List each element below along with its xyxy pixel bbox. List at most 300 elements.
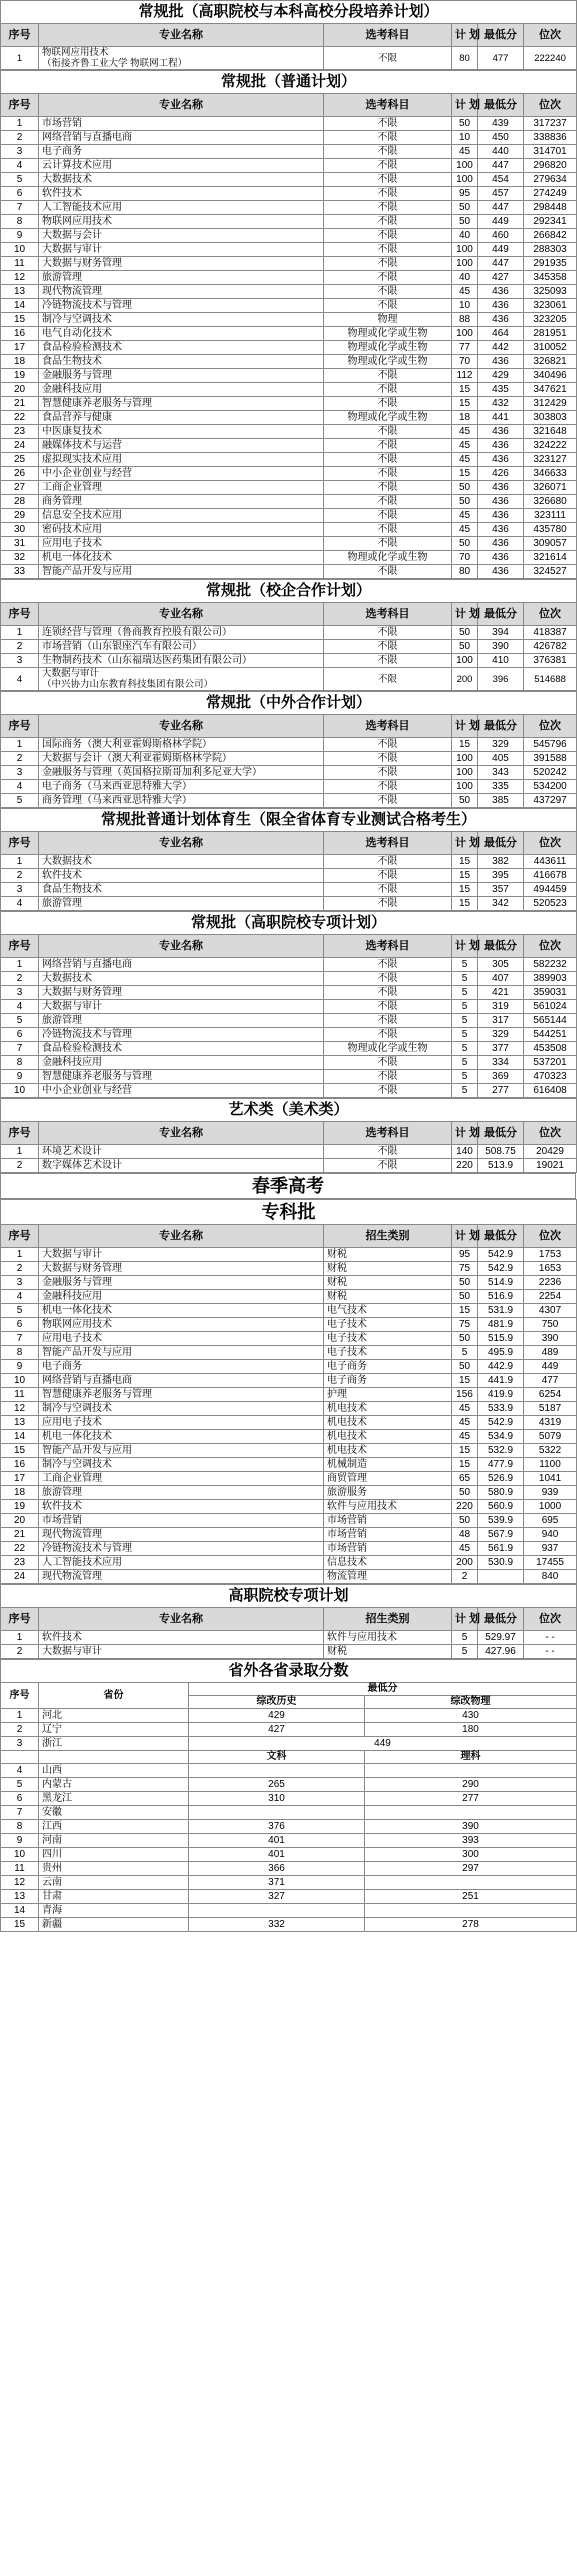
row-major-name: 环境艺术设计 <box>42 1145 102 1157</box>
row-no: 2 <box>1 640 39 654</box>
row-major-name: 物联网应用技术 <box>42 47 109 58</box>
table-row <box>1 972 577 986</box>
province-row <box>1 1723 577 1737</box>
row-plan: 5 <box>452 1346 478 1360</box>
row-major-name: 旅游管理 <box>42 271 82 283</box>
table-row <box>1 341 577 355</box>
province-name: 山西 <box>39 1764 189 1778</box>
row-rank: 298448 <box>524 201 577 215</box>
row-min: 419.9 <box>478 1388 524 1402</box>
spring-section-table <box>0 1584 577 1659</box>
table-row <box>1 369 577 383</box>
row-min: 432 <box>478 397 524 411</box>
row-plan: 50 <box>452 117 478 131</box>
table-row <box>1 1388 577 1402</box>
row-no: 23 <box>1 1556 39 1570</box>
row-subject: 物理或化学或生物 <box>324 355 452 369</box>
row-rank: 514688 <box>524 668 577 691</box>
row-category: 电子商务 <box>324 1360 452 1374</box>
row-no: 33 <box>1 565 39 579</box>
row-no: 3 <box>1 654 39 668</box>
province-score-wen <box>189 1904 365 1918</box>
province-score-wen: 366 <box>189 1862 365 1876</box>
row-plan: 45 <box>452 425 478 439</box>
row-min: 405 <box>478 752 524 766</box>
row-major-name: 大数据与财务管理 <box>42 257 122 269</box>
row-min: 436 <box>478 537 524 551</box>
province-no: 2 <box>1 1723 39 1737</box>
row-plan: 50 <box>452 1290 478 1304</box>
province-score-wen: 401 <box>189 1834 365 1848</box>
row-major <box>39 1159 324 1173</box>
row-plan: 15 <box>452 855 478 869</box>
table-row <box>1 1042 577 1056</box>
table-row <box>1 299 577 313</box>
row-major: 应用电子技术 <box>39 1332 324 1346</box>
row-subject: 不限 <box>324 453 452 467</box>
row-no: 5 <box>1 173 39 187</box>
row-rank: 274249 <box>524 187 577 201</box>
row-major: 现代物流管理 <box>39 1570 324 1584</box>
row-plan: 112 <box>452 369 478 383</box>
row-major <box>39 341 324 355</box>
section-header-row <box>1 1608 577 1631</box>
table-row <box>1 537 577 551</box>
row-subject: 不限 <box>324 1159 452 1173</box>
row-plan: 100 <box>452 752 478 766</box>
row-min: 529.97 <box>478 1631 524 1645</box>
province-row <box>1 1764 577 1778</box>
row-major: 现代物流管理 <box>39 1528 324 1542</box>
row-subject: 物理或化学或生物 <box>324 411 452 425</box>
row-plan: 15 <box>452 1304 478 1318</box>
header-min: 最低分 <box>478 603 524 626</box>
row-major <box>39 1084 324 1098</box>
table-row <box>1 551 577 565</box>
province-header-min: 最低分 <box>189 1683 577 1696</box>
row-plan: 15 <box>452 869 478 883</box>
row-no: 4 <box>1 780 39 794</box>
row-major-name: 网络营销与直播电商 <box>42 958 132 970</box>
table-row <box>1 271 577 285</box>
table-row <box>1 1070 577 1084</box>
row-major <box>39 640 324 654</box>
row-major-name: 融媒体技术与运营 <box>42 439 122 451</box>
row-plan: 77 <box>452 341 478 355</box>
row-min: 447 <box>478 159 524 173</box>
row-min: 436 <box>478 565 524 579</box>
province-row <box>1 1834 577 1848</box>
table-row <box>1 453 577 467</box>
table-row <box>1 1542 577 1556</box>
row-rank: 537201 <box>524 1056 577 1070</box>
row-plan: 100 <box>452 766 478 780</box>
row-subject: 不限 <box>324 1056 452 1070</box>
table-row <box>1 1028 577 1042</box>
row-major-name: 软件技术 <box>42 869 82 881</box>
row-rank: 582232 <box>524 958 577 972</box>
section-title: 常规批（中外合作计划） <box>1 692 577 715</box>
section-table <box>0 0 577 70</box>
row-major <box>39 551 324 565</box>
row-no: 12 <box>1 271 39 285</box>
table-row <box>1 285 577 299</box>
row-plan: 5 <box>452 1070 478 1084</box>
row-no: 32 <box>1 551 39 565</box>
province-score-a: 429 <box>189 1709 365 1723</box>
row-major: 机电一体化技术 <box>39 1304 324 1318</box>
row-major <box>39 869 324 883</box>
table-row <box>1 883 577 897</box>
row-no: 1 <box>1 626 39 640</box>
table-row <box>1 1248 577 1262</box>
row-major-name: 电子商务（马来西亚思特雅大学） <box>42 780 192 792</box>
row-major: 智能产品开发与应用 <box>39 1444 324 1458</box>
row-plan: 50 <box>452 495 478 509</box>
section-table <box>0 911 577 1098</box>
section-title-row <box>1 1099 577 1122</box>
row-plan: 50 <box>452 626 478 640</box>
row-rank: 1653 <box>524 1262 577 1276</box>
header-plan: 计 划 <box>452 94 478 117</box>
province-group-traditional <box>1 1764 577 1932</box>
province-score-wen: 265 <box>189 1778 365 1792</box>
province-score-wen: 332 <box>189 1918 365 1932</box>
section-title-row <box>1 692 577 715</box>
row-no: 3 <box>1 766 39 780</box>
row-no: 14 <box>1 299 39 313</box>
row-subject: 不限 <box>324 883 452 897</box>
row-plan: 200 <box>452 1556 478 1570</box>
row-category: 机电技术 <box>324 1430 452 1444</box>
province-name: 甘肃 <box>39 1890 189 1904</box>
section-table <box>0 1098 577 1173</box>
row-min: 513.9 <box>478 1159 524 1173</box>
row-no: 29 <box>1 509 39 523</box>
row-major: 人工智能技术应用 <box>39 1556 324 1570</box>
row-no: 18 <box>1 355 39 369</box>
row-major-name: 国际商务（澳大利亚霍姆斯格林学院） <box>42 738 212 750</box>
row-min: 382 <box>478 855 524 869</box>
row-min: 542.9 <box>478 1248 524 1262</box>
row-no: 21 <box>1 397 39 411</box>
province-score-li: 390 <box>365 1820 577 1834</box>
row-min: 447 <box>478 257 524 271</box>
header-seq: 序号 <box>1 715 39 738</box>
row-min: 334 <box>478 1056 524 1070</box>
row-rank: 750 <box>524 1318 577 1332</box>
row-rank: 940 <box>524 1528 577 1542</box>
row-rank: 376381 <box>524 654 577 668</box>
row-plan: 45 <box>452 1402 478 1416</box>
row-major <box>39 47 324 70</box>
row-rank: 561024 <box>524 1000 577 1014</box>
row-major <box>39 668 324 691</box>
header-major: 专业名称 <box>39 24 324 47</box>
row-no: 11 <box>1 1388 39 1402</box>
row-min: 539.9 <box>478 1514 524 1528</box>
row-plan: 100 <box>452 654 478 668</box>
row-min: 436 <box>478 523 524 537</box>
row-major-name: 中小企业创业与经营 <box>42 467 132 479</box>
row-plan: 50 <box>452 1332 478 1346</box>
row-no: 9 <box>1 1360 39 1374</box>
province-score-li: 290 <box>365 1778 577 1792</box>
row-plan: 5 <box>452 972 478 986</box>
province-no: 7 <box>1 1806 39 1820</box>
table-row <box>1 257 577 271</box>
header-seq: 序号 <box>1 935 39 958</box>
province-merged-score: 449 <box>189 1737 577 1751</box>
province-no: 5 <box>1 1778 39 1792</box>
table-row <box>1 173 577 187</box>
row-plan: 5 <box>452 1028 478 1042</box>
row-no: 10 <box>1 1374 39 1388</box>
table-row <box>1 897 577 911</box>
row-major-name: 食品检验检测技术 <box>42 1042 122 1054</box>
province-name: 浙江 <box>39 1737 189 1751</box>
row-min: 329 <box>478 1028 524 1042</box>
row-plan: 50 <box>452 794 478 808</box>
row-plan: 40 <box>452 271 478 285</box>
header-subject: 选考科目 <box>324 603 452 626</box>
row-no: 5 <box>1 794 39 808</box>
header-plan: 计 划 <box>452 1225 478 1248</box>
row-rank: 1753 <box>524 1248 577 1262</box>
row-min: 542.9 <box>478 1416 524 1430</box>
row-min: 436 <box>478 425 524 439</box>
row-subject: 不限 <box>324 897 452 911</box>
row-major <box>39 243 324 257</box>
row-min: 396 <box>478 668 524 691</box>
row-major <box>39 495 324 509</box>
row-min: 530.9 <box>478 1556 524 1570</box>
row-category: 财税 <box>324 1645 452 1659</box>
row-major: 大数据与审计 <box>39 1645 324 1659</box>
row-rank: 345358 <box>524 271 577 285</box>
row-major-name: 大数据与会计 <box>42 229 102 241</box>
row-rank: 326071 <box>524 481 577 495</box>
table-row <box>1 1276 577 1290</box>
row-min: 532.9 <box>478 1444 524 1458</box>
row-major-name: 智慧健康养老服务与管理 <box>42 397 152 409</box>
header-plan: 计 划 <box>452 603 478 626</box>
row-major <box>39 411 324 425</box>
province-score-li <box>365 1904 577 1918</box>
row-rank: 437297 <box>524 794 577 808</box>
row-subject: 不限 <box>324 131 452 145</box>
row-no: 4 <box>1 159 39 173</box>
section-title-row <box>1 1 577 24</box>
header-major: 专业名称 <box>39 832 324 855</box>
province-name: 贵州 <box>39 1862 189 1876</box>
province-score-li <box>365 1764 577 1778</box>
row-category: 电子技术 <box>324 1318 452 1332</box>
row-rank: 310052 <box>524 341 577 355</box>
row-plan: 88 <box>452 313 478 327</box>
table-row <box>1 327 577 341</box>
row-plan: 5 <box>452 1056 478 1070</box>
row-min: 305 <box>478 958 524 972</box>
province-score-li <box>365 1876 577 1890</box>
row-subject: 不限 <box>324 654 452 668</box>
table-row <box>1 243 577 257</box>
row-no: 27 <box>1 481 39 495</box>
row-major-name: 大数据与审计 <box>42 243 102 255</box>
row-category: 机电技术 <box>324 1444 452 1458</box>
row-category: 市场营销 <box>324 1514 452 1528</box>
row-rank: - - <box>524 1631 577 1645</box>
province-score-li: 297 <box>365 1862 577 1876</box>
row-no: 24 <box>1 439 39 453</box>
row-major-name: 旅游管理 <box>42 897 82 909</box>
row-rank: 325093 <box>524 285 577 299</box>
table-row <box>1 215 577 229</box>
table-row <box>1 355 577 369</box>
section-title: 艺术类（美术类） <box>1 1099 577 1122</box>
row-subject: 不限 <box>324 467 452 481</box>
row-rank: 303803 <box>524 411 577 425</box>
row-rank: 222240 <box>524 47 577 70</box>
row-category: 软件与应用技术 <box>324 1631 452 1645</box>
row-min: 429 <box>478 369 524 383</box>
section-title-row <box>1 1585 577 1608</box>
row-rank: 5079 <box>524 1430 577 1444</box>
table-row <box>1 313 577 327</box>
table-row <box>1 1570 577 1584</box>
row-min: 357 <box>478 883 524 897</box>
province-row <box>1 1918 577 1932</box>
header-seq: 序号 <box>1 603 39 626</box>
row-plan: 156 <box>452 1388 478 1402</box>
row-major-name: 金融科技应用 <box>42 1056 102 1068</box>
table-row <box>1 1346 577 1360</box>
row-category: 物流管理 <box>324 1570 452 1584</box>
row-major <box>39 383 324 397</box>
row-major-name: 冷链物流技术与管理 <box>42 1028 132 1040</box>
header-rank: 位次 <box>524 24 577 47</box>
row-rank: 565144 <box>524 1014 577 1028</box>
row-major-name: 智能产品开发与应用 <box>42 565 132 577</box>
row-no: 12 <box>1 1402 39 1416</box>
row-no: 2 <box>1 131 39 145</box>
table-row <box>1 958 577 972</box>
section-table <box>0 579 577 691</box>
row-major <box>39 397 324 411</box>
province-name: 江西 <box>39 1820 189 1834</box>
province-row <box>1 1709 577 1723</box>
table-row <box>1 159 577 173</box>
row-category: 电子商务 <box>324 1374 452 1388</box>
row-no: 1 <box>1 1631 39 1645</box>
province-score-wen: 310 <box>189 1792 365 1806</box>
table-row <box>1 1528 577 1542</box>
row-no: 2 <box>1 1262 39 1276</box>
table-row <box>1 1472 577 1486</box>
row-subject: 不限 <box>324 869 452 883</box>
row-category: 护理 <box>324 1388 452 1402</box>
row-no: 20 <box>1 1514 39 1528</box>
row-major <box>39 117 324 131</box>
row-min: 516.9 <box>478 1290 524 1304</box>
province-score-li: 251 <box>365 1890 577 1904</box>
header-plan: 计 划 <box>452 24 478 47</box>
row-no: 22 <box>1 411 39 425</box>
row-major <box>39 1042 324 1056</box>
row-rank: 443611 <box>524 855 577 869</box>
table-row <box>1 131 577 145</box>
table-row <box>1 855 577 869</box>
section-title-row <box>1 809 577 832</box>
row-major <box>39 752 324 766</box>
section-title: 常规批普通计划体育生（限全省体育专业测试合格考生） <box>1 809 577 832</box>
row-major-name: 食品营养与健康 <box>42 411 112 423</box>
row-min: 481.9 <box>478 1318 524 1332</box>
section-header-row <box>1 24 577 47</box>
table-row <box>1 766 577 780</box>
table-row <box>1 1514 577 1528</box>
row-major: 应用电子技术 <box>39 1416 324 1430</box>
row-min: 436 <box>478 509 524 523</box>
province-no: 13 <box>1 1890 39 1904</box>
row-major <box>39 145 324 159</box>
table-row <box>1 467 577 481</box>
header-min: 最低分 <box>478 935 524 958</box>
row-no: 3 <box>1 145 39 159</box>
row-rank: 292341 <box>524 215 577 229</box>
province-no: 6 <box>1 1792 39 1806</box>
row-major <box>39 439 324 453</box>
row-subject: 不限 <box>324 425 452 439</box>
row-major-name: 金融服务与管理（英国格拉斯哥加利多尼亚大学） <box>42 766 262 778</box>
row-rank: 338836 <box>524 131 577 145</box>
section-header-row <box>1 1225 577 1248</box>
row-plan: 15 <box>452 738 478 752</box>
province-name: 河南 <box>39 1834 189 1848</box>
row-major <box>39 897 324 911</box>
province-name: 新疆 <box>39 1918 189 1932</box>
row-no: 21 <box>1 1528 39 1542</box>
row-plan: 18 <box>452 411 478 425</box>
row-plan: 45 <box>452 523 478 537</box>
row-rank: 470323 <box>524 1070 577 1084</box>
row-plan: 140 <box>452 1145 478 1159</box>
section-table <box>0 691 577 808</box>
province-name: 安徽 <box>39 1806 189 1820</box>
row-min: 329 <box>478 738 524 752</box>
row-major-name: 数字媒体艺术设计 <box>42 1159 122 1171</box>
row-major: 制冷与空调技术 <box>39 1402 324 1416</box>
row-subject: 不限 <box>324 752 452 766</box>
header-rank: 位次 <box>524 832 577 855</box>
row-major: 智慧健康养老服务与管理 <box>39 1388 324 1402</box>
table-row <box>1 1645 577 1659</box>
row-major <box>39 883 324 897</box>
row-rank: 20429 <box>524 1145 577 1159</box>
row-no: 3 <box>1 986 39 1000</box>
header-seq: 序号 <box>1 832 39 855</box>
table-row <box>1 1556 577 1570</box>
row-subject: 不限 <box>324 1000 452 1014</box>
row-no: 16 <box>1 327 39 341</box>
row-no: 15 <box>1 1444 39 1458</box>
row-category: 电子技术 <box>324 1346 452 1360</box>
row-rank: 545796 <box>524 738 577 752</box>
row-major <box>39 654 324 668</box>
header-subject: 选考科目 <box>324 1122 452 1145</box>
row-major-name: 密码技术应用 <box>42 523 102 535</box>
row-no: 11 <box>1 257 39 271</box>
